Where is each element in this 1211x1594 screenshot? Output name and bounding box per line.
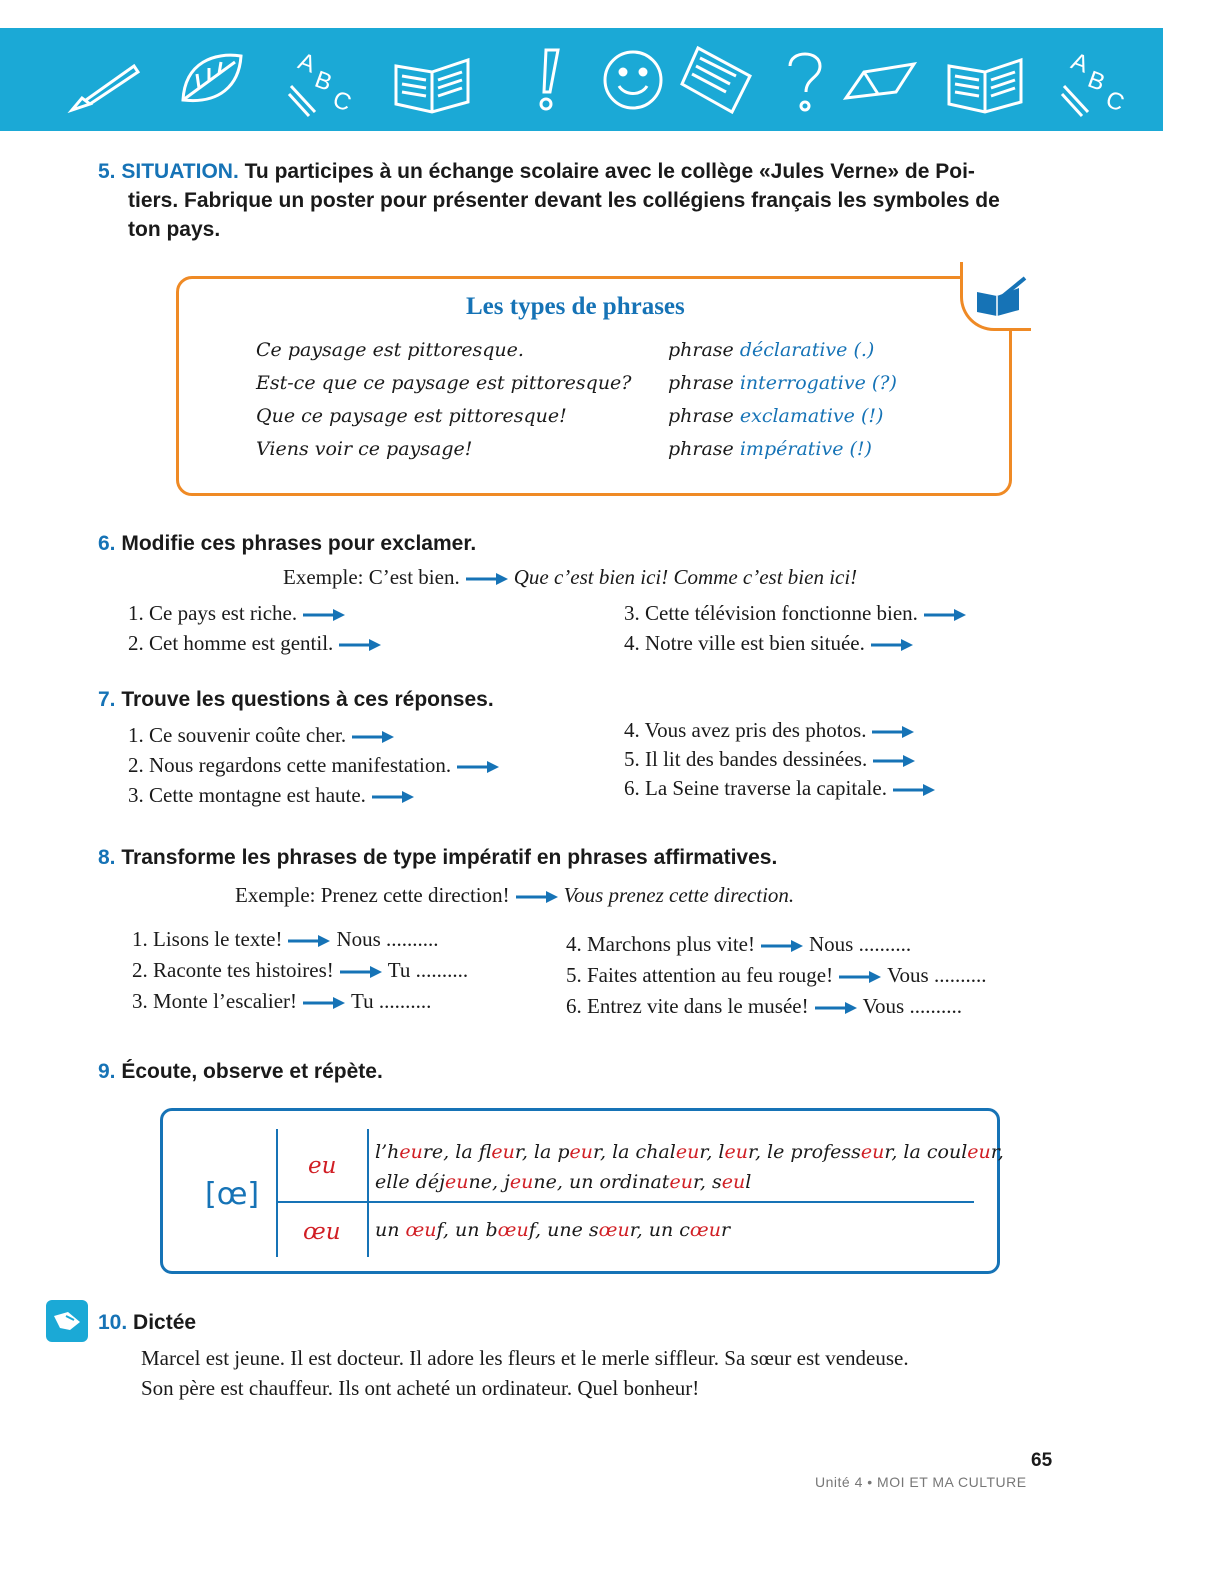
word-fragment: f, un b: [436, 1219, 498, 1241]
svg-text:C: C: [329, 85, 355, 118]
list-item: 2. Nous regardons cette manifestation.: [128, 753, 505, 778]
highlighted-letters: eu: [860, 1141, 885, 1163]
grammar-sentence: Que ce paysage est pittoresque!: [256, 405, 567, 427]
grammar-type: phrase exclamative (!): [668, 405, 884, 427]
exercise-8-example: Exemple: Prenez cette direction! Vous prenez cette direction.: [235, 883, 795, 907]
list-item: 4. Notre ville est bien située.: [624, 631, 919, 656]
word-fragment: r, la chal: [593, 1141, 676, 1163]
situation-label: SITUATION.: [121, 160, 239, 183]
word-fragment: r, un c: [629, 1219, 690, 1241]
arrow-icon: [340, 966, 382, 978]
arrow-icon: [871, 639, 913, 651]
page-number: 65: [1031, 1450, 1053, 1471]
list-item: 1. Ce pays est riche.: [128, 601, 351, 626]
grammar-type: phrase interrogative (?): [668, 372, 897, 394]
word-fragment: r: [720, 1219, 731, 1241]
word-fragment: l’h: [375, 1141, 400, 1163]
word-fragment: ne, j: [468, 1171, 510, 1193]
highlighted-letters: œu: [405, 1219, 437, 1241]
abc-icon: [285, 42, 365, 118]
arrow-icon: [303, 609, 345, 621]
highlighted-letters: eu: [444, 1171, 469, 1193]
leaf-icon: [175, 42, 255, 118]
unit-title: Unité 4 • MOI ET MA CULTURE: [815, 1474, 1027, 1490]
svg-text:C: C: [1102, 85, 1128, 118]
exercise-10-heading: 10. Dictée: [98, 1311, 197, 1334]
word-fragment: l: [745, 1171, 752, 1193]
arrow-icon: [815, 1002, 857, 1014]
arrow-icon: [873, 755, 915, 767]
grammar-sentence: Est-ce que ce paysage est pittoresque?: [256, 372, 632, 394]
grammar-sentence: Viens voir ce paysage!: [256, 438, 473, 460]
eraser-icon: [838, 42, 918, 118]
list-item: 5. Il lit des bandes dessinées.: [624, 747, 921, 772]
arrow-icon: [288, 935, 330, 947]
highlighted-letters: eu: [399, 1141, 423, 1163]
highlighted-letters: eu: [721, 1171, 746, 1193]
highlighted-letters: eu: [675, 1141, 700, 1163]
exercise-7-heading: 7. Trouve les questions à ces réponses.: [98, 688, 494, 711]
svg-text:B: B: [311, 65, 336, 97]
ear-icon-badge: [46, 1300, 88, 1342]
word-fragment: re, la fl: [422, 1141, 492, 1163]
word-fragment: r, la p: [514, 1141, 570, 1163]
word-fragment: elle déj: [375, 1171, 445, 1193]
open-book-icon: [945, 42, 1025, 118]
list-item: 6. La Seine traverse la capitale.: [624, 776, 941, 801]
word-fragment: f, une s: [528, 1219, 599, 1241]
list-item: 2. Cet homme est gentil.: [128, 631, 387, 656]
highlighted-letters: eu: [967, 1141, 991, 1163]
highlighted-letters: eu: [509, 1171, 534, 1193]
grammar-title: Les types de phrases: [466, 293, 685, 320]
exercise-6-example: Exemple: C’est bien. Que c’est bien ici! Comme c’est bien ici!: [283, 565, 858, 589]
svg-text:A: A: [1067, 47, 1092, 79]
list-item: 3. Monte l’escalier! Tu ..........: [132, 989, 432, 1013]
phoneme-symbol: [œ]: [205, 1177, 260, 1212]
arrow-icon: [893, 784, 935, 796]
exclamation-icon: [508, 42, 588, 118]
svg-text:A: A: [294, 47, 319, 79]
highlighted-letters: œu: [598, 1219, 630, 1241]
smiley-icon: [595, 42, 675, 118]
exercise-6-heading: 6. Modifie ces phrases pour exclamer.: [98, 532, 477, 555]
arrow-icon: [516, 891, 558, 903]
highlighted-letters: eu: [491, 1141, 515, 1163]
divider: [276, 1129, 278, 1257]
arrow-icon: [457, 761, 499, 773]
highlighted-letters: œu: [497, 1219, 529, 1241]
highlighted-letters: eu: [669, 1171, 693, 1193]
exercise-number: 5.: [98, 160, 116, 183]
abc-icon: [1058, 42, 1138, 118]
grammar-type: phrase déclarative (.): [668, 339, 875, 361]
svg-text:B: B: [1084, 65, 1109, 97]
arrow-icon: [761, 940, 803, 952]
dictation-text: Marcel est jeune. Il est docteur. Il adore les fleurs et le merle siffleur. Sa sœur est vendeuse.: [141, 1346, 909, 1370]
divider: [367, 1129, 369, 1257]
open-book-icon: [392, 42, 472, 118]
phonetics-box: [160, 1108, 1004, 1274]
list-item: 6. Entrez vite dans le musée! Vous ..........: [566, 994, 962, 1018]
word-fragment: r, l: [699, 1141, 725, 1163]
arrow-icon: [352, 731, 394, 743]
grammar-type: phrase impérative (!): [668, 438, 872, 460]
exercise-text: Tu participes à un échange scolaire avec le collège «Jules Verne» de Poi-: [244, 160, 975, 183]
list-item: 3. Cette télévision fonctionne bien.: [624, 601, 972, 626]
grammar-sentence: Ce paysage est pittoresque.: [256, 339, 524, 361]
header-banner: [0, 28, 1163, 131]
word-fragment: r,: [990, 1141, 1004, 1163]
divider: [276, 1201, 974, 1203]
arrow-icon: [303, 997, 345, 1009]
exercise-9-heading: 9. Écoute, observe et répète.: [98, 1060, 383, 1083]
list-item: 4. Vous avez pris des photos.: [624, 718, 920, 743]
example-words: [375, 1141, 1004, 1163]
example-words: [375, 1219, 730, 1241]
list-item: 2. Raconte tes histoires! Tu ..........: [132, 958, 469, 982]
exercise-8-heading: 8. Transforme les phrases de type impératif en phrases affirmatives.: [98, 846, 778, 869]
grammar-badge: [960, 262, 1031, 331]
exercise-text: tiers. Fabrique un poster pour présenter devant les collégiens français les symboles de: [128, 189, 1000, 212]
highlighted-letters: œu: [689, 1219, 721, 1241]
dictation-text: Son père est chauffeur. Ils ont acheté un ordinateur. Quel bonheur!: [141, 1376, 700, 1400]
arrow-icon: [372, 791, 414, 803]
arrow-icon: [839, 971, 881, 983]
grapheme-oeu: œu: [303, 1219, 341, 1245]
book-pen-icon: [969, 266, 1029, 322]
word-fragment: r, le profess: [747, 1141, 861, 1163]
list-item: 4. Marchons plus vite! Nous ..........: [566, 932, 912, 956]
ear-icon: [46, 1300, 88, 1342]
list-item: 5. Faites attention au feu rouge! Vous ..........: [566, 963, 987, 987]
arrow-icon: [339, 639, 381, 651]
highlighted-letters: eu: [724, 1141, 748, 1163]
arrow-icon: [872, 726, 914, 738]
grapheme-eu: eu: [308, 1153, 337, 1179]
exercise-text: ton pays.: [128, 218, 221, 241]
word-fragment: r, s: [692, 1171, 722, 1193]
arrow-icon: [466, 573, 508, 585]
word-fragment: ne, un ordinat: [533, 1171, 670, 1193]
word-fragment: r, la coul: [884, 1141, 968, 1163]
example-words: [375, 1171, 751, 1193]
arrow-icon: [924, 609, 966, 621]
list-item: 3. Cette montagne est haute.: [128, 783, 420, 808]
word-fragment: un: [375, 1219, 406, 1241]
highlighted-letters: eu: [569, 1141, 594, 1163]
brush-icon: [62, 42, 142, 118]
list-item: 1. Lisons le texte! Nous ..........: [132, 927, 439, 951]
notebook-icon: [678, 42, 758, 118]
list-item: 1. Ce souvenir coûte cher.: [128, 723, 400, 748]
